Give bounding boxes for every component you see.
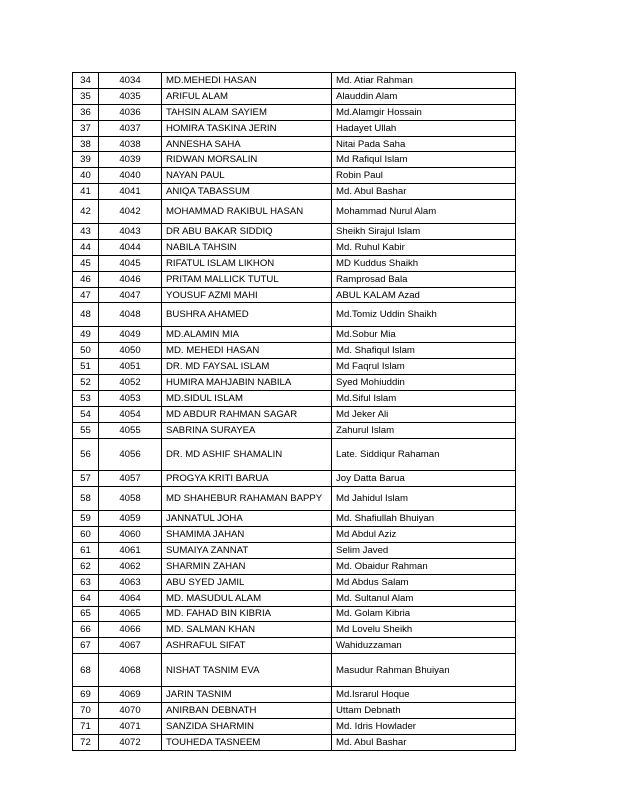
- table-row: [73, 390, 516, 406]
- serial-number-cell: 67: [73, 638, 99, 654]
- table-row: [73, 558, 516, 574]
- name-cell: ASHRAFUL SIFAT: [162, 638, 332, 654]
- name-cell: DR. MD ASHIF SHAMALIN: [162, 438, 332, 471]
- name-cell: HOMIRA TASKINA JERIN: [162, 120, 332, 136]
- serial-number-cell: 60: [73, 527, 99, 543]
- serial-number-cell: 48: [73, 303, 99, 327]
- table-row: [73, 606, 516, 622]
- father-name-cell: Zahurul Islam: [332, 422, 516, 438]
- name-cell: MD ABDUR RAHMAN SAGAR: [162, 406, 332, 422]
- table-row: [73, 327, 516, 343]
- id-cell: 4044: [99, 239, 162, 255]
- serial-number-cell: 56: [73, 438, 99, 471]
- table-row: [73, 136, 516, 152]
- id-cell: 4070: [99, 702, 162, 718]
- father-name-cell: Md.Siful Islam: [332, 390, 516, 406]
- father-name-cell: Alauddin Alam: [332, 88, 516, 104]
- id-cell: 4039: [99, 152, 162, 168]
- id-cell: 4058: [99, 487, 162, 511]
- father-name-cell: Md. Idris Howlader: [332, 718, 516, 734]
- table-row: [73, 406, 516, 422]
- name-cell: RIFATUL ISLAM LIKHON: [162, 255, 332, 271]
- table-body: [73, 73, 516, 751]
- serial-number-cell: 52: [73, 375, 99, 391]
- table-row: [73, 574, 516, 590]
- name-cell: MD. MEHEDI HASAN: [162, 343, 332, 359]
- serial-number-cell: 63: [73, 574, 99, 590]
- id-cell: 4043: [99, 224, 162, 240]
- name-cell: HUMIRA MAHJABIN NABILA: [162, 375, 332, 391]
- table-row: [73, 542, 516, 558]
- id-cell: 4042: [99, 200, 162, 224]
- name-cell: TOUHEDA TASNEEM: [162, 734, 332, 750]
- serial-number-cell: 37: [73, 120, 99, 136]
- id-cell: 4035: [99, 88, 162, 104]
- serial-number-cell: 38: [73, 136, 99, 152]
- serial-number-cell: 49: [73, 327, 99, 343]
- id-cell: 4056: [99, 438, 162, 471]
- father-name-cell: Md.Sobur Mia: [332, 327, 516, 343]
- father-name-cell: Syed Mohiuddin: [332, 375, 516, 391]
- id-cell: 4065: [99, 606, 162, 622]
- table-row: [73, 303, 516, 327]
- name-cell: PRITAM MALLICK TUTUL: [162, 271, 332, 287]
- id-cell: 4067: [99, 638, 162, 654]
- father-name-cell: Selim Javed: [332, 542, 516, 558]
- serial-number-cell: 43: [73, 224, 99, 240]
- name-cell: MD SHAHEBUR RAHAMAN BAPPY: [162, 487, 332, 511]
- serial-number-cell: 57: [73, 471, 99, 487]
- id-cell: 4049: [99, 327, 162, 343]
- father-name-cell: Joy Datta Barua: [332, 471, 516, 487]
- father-name-cell: Md. Abul Bashar: [332, 184, 516, 200]
- serial-number-cell: 46: [73, 271, 99, 287]
- table-row: [73, 487, 516, 511]
- father-name-cell: Md Jahidul Islam: [332, 487, 516, 511]
- serial-number-cell: 34: [73, 73, 99, 89]
- name-cell: MD. SALMAN KHAN: [162, 622, 332, 638]
- table-row: [73, 184, 516, 200]
- id-cell: 4068: [99, 654, 162, 687]
- serial-number-cell: 58: [73, 487, 99, 511]
- name-cell: ANIQA TABASSUM: [162, 184, 332, 200]
- id-cell: 4072: [99, 734, 162, 750]
- name-cell: ANNESHA SAHA: [162, 136, 332, 152]
- serial-number-cell: 69: [73, 686, 99, 702]
- father-name-cell: Wahiduzzaman: [332, 638, 516, 654]
- father-name-cell: Md.Alamgir Hossain: [332, 104, 516, 120]
- father-name-cell: Md Jeker Ali: [332, 406, 516, 422]
- father-name-cell: Hadayet Ullah: [332, 120, 516, 136]
- serial-number-cell: 41: [73, 184, 99, 200]
- table-row: [73, 359, 516, 375]
- serial-number-cell: 68: [73, 654, 99, 687]
- table-row: [73, 271, 516, 287]
- name-cell: SABRINA SURAYEA: [162, 422, 332, 438]
- name-cell: NABILA TAHSIN: [162, 239, 332, 255]
- id-cell: 4040: [99, 168, 162, 184]
- serial-number-cell: 51: [73, 359, 99, 375]
- father-name-cell: Md. Obaidur Rahman: [332, 558, 516, 574]
- father-name-cell: Md. Sultanul Alam: [332, 590, 516, 606]
- id-cell: 4051: [99, 359, 162, 375]
- name-cell: MD. MASUDUL ALAM: [162, 590, 332, 606]
- id-cell: 4048: [99, 303, 162, 327]
- id-cell: 4047: [99, 287, 162, 303]
- table-row: [73, 255, 516, 271]
- table-row: [73, 511, 516, 527]
- id-cell: 4041: [99, 184, 162, 200]
- serial-number-cell: 53: [73, 390, 99, 406]
- father-name-cell: ABUL KALAM Azad: [332, 287, 516, 303]
- id-cell: 4064: [99, 590, 162, 606]
- serial-number-cell: 71: [73, 718, 99, 734]
- table-row: [73, 622, 516, 638]
- father-name-cell: Robin Paul: [332, 168, 516, 184]
- name-cell: ABU SYED JAMIL: [162, 574, 332, 590]
- serial-number-cell: 70: [73, 702, 99, 718]
- father-name-cell: Uttam Debnath: [332, 702, 516, 718]
- table-row: [73, 527, 516, 543]
- table-row: [73, 686, 516, 702]
- table-row: [73, 702, 516, 718]
- table-row: [73, 471, 516, 487]
- father-name-cell: Md. Shafiullah Bhuiyan: [332, 511, 516, 527]
- father-name-cell: Sheikh Sirajul Islam: [332, 224, 516, 240]
- id-cell: 4045: [99, 255, 162, 271]
- id-cell: 4053: [99, 390, 162, 406]
- name-cell: MD.SIDUL ISLAM: [162, 390, 332, 406]
- father-name-cell: Md Lovelu Sheikh: [332, 622, 516, 638]
- id-cell: 4046: [99, 271, 162, 287]
- father-name-cell: Ramprosad Bala: [332, 271, 516, 287]
- serial-number-cell: 65: [73, 606, 99, 622]
- table-row: [73, 590, 516, 606]
- id-cell: 4052: [99, 375, 162, 391]
- table-row: [73, 104, 516, 120]
- table-row: [73, 88, 516, 104]
- table-row: [73, 638, 516, 654]
- name-cell: SHAMIMA JAHAN: [162, 527, 332, 543]
- id-cell: 4034: [99, 73, 162, 89]
- table-row: [73, 200, 516, 224]
- serial-number-cell: 59: [73, 511, 99, 527]
- table-row: [73, 168, 516, 184]
- table-row: [73, 654, 516, 687]
- serial-number-cell: 55: [73, 422, 99, 438]
- name-cell: JANNATUL JOHA: [162, 511, 332, 527]
- name-cell: SANZIDA SHARMIN: [162, 718, 332, 734]
- id-cell: 4066: [99, 622, 162, 638]
- serial-number-cell: 47: [73, 287, 99, 303]
- serial-number-cell: 39: [73, 152, 99, 168]
- table-row: [73, 422, 516, 438]
- id-cell: 4071: [99, 718, 162, 734]
- father-name-cell: Md. Shafiqul Islam: [332, 343, 516, 359]
- student-list-table: [72, 72, 516, 751]
- serial-number-cell: 66: [73, 622, 99, 638]
- id-cell: 4060: [99, 527, 162, 543]
- serial-number-cell: 72: [73, 734, 99, 750]
- table-row: [73, 287, 516, 303]
- name-cell: ANIRBAN DEBNATH: [162, 702, 332, 718]
- name-cell: PROGYA KRITI BARUA: [162, 471, 332, 487]
- id-cell: 4059: [99, 511, 162, 527]
- serial-number-cell: 42: [73, 200, 99, 224]
- serial-number-cell: 50: [73, 343, 99, 359]
- father-name-cell: Md Abdul Aziz: [332, 527, 516, 543]
- id-cell: 4050: [99, 343, 162, 359]
- serial-number-cell: 45: [73, 255, 99, 271]
- father-name-cell: Md Abdus Salam: [332, 574, 516, 590]
- serial-number-cell: 35: [73, 88, 99, 104]
- name-cell: SUMAIYA ZANNAT: [162, 542, 332, 558]
- table-row: [73, 718, 516, 734]
- father-name-cell: Mohammad Nurul Alam: [332, 200, 516, 224]
- name-cell: YOUSUF AZMI MAHI: [162, 287, 332, 303]
- serial-number-cell: 36: [73, 104, 99, 120]
- table-row: [73, 343, 516, 359]
- father-name-cell: Md. Ruhul Kabir: [332, 239, 516, 255]
- name-cell: TAHSIN ALAM SAYIEM: [162, 104, 332, 120]
- table-row: [73, 120, 516, 136]
- table-row: [73, 734, 516, 750]
- name-cell: MD.ALAMIN MIA: [162, 327, 332, 343]
- id-cell: 4061: [99, 542, 162, 558]
- name-cell: BUSHRA AHAMED: [162, 303, 332, 327]
- name-cell: RIDWAN MORSALIN: [162, 152, 332, 168]
- id-cell: 4038: [99, 136, 162, 152]
- name-cell: SHARMIN ZAHAN: [162, 558, 332, 574]
- serial-number-cell: 64: [73, 590, 99, 606]
- father-name-cell: Nitai Pada Saha: [332, 136, 516, 152]
- father-name-cell: Late. Siddiqur Rahaman: [332, 438, 516, 471]
- name-cell: ARIFUL ALAM: [162, 88, 332, 104]
- father-name-cell: Md. Golam Kibria: [332, 606, 516, 622]
- father-name-cell: Md Faqrul Islam: [332, 359, 516, 375]
- id-cell: 4054: [99, 406, 162, 422]
- name-cell: DR. MD FAYSAL ISLAM: [162, 359, 332, 375]
- serial-number-cell: 61: [73, 542, 99, 558]
- serial-number-cell: 62: [73, 558, 99, 574]
- name-cell: MD.MEHEDI HASAN: [162, 73, 332, 89]
- id-cell: 4069: [99, 686, 162, 702]
- table-row: [73, 73, 516, 89]
- name-cell: MOHAMMAD RAKIBUL HASAN: [162, 200, 332, 224]
- father-name-cell: Md.Tomiz Uddin Shaikh: [332, 303, 516, 327]
- id-cell: 4057: [99, 471, 162, 487]
- table-row: [73, 239, 516, 255]
- name-cell: DR ABU BAKAR SIDDIQ: [162, 224, 332, 240]
- father-name-cell: Md. Atiar Rahman: [332, 73, 516, 89]
- serial-number-cell: 40: [73, 168, 99, 184]
- serial-number-cell: 44: [73, 239, 99, 255]
- id-cell: 4055: [99, 422, 162, 438]
- id-cell: 4037: [99, 120, 162, 136]
- table-row: [73, 152, 516, 168]
- name-cell: MD. FAHAD BIN KIBRIA: [162, 606, 332, 622]
- father-name-cell: Md Rafiqul Islam: [332, 152, 516, 168]
- id-cell: 4062: [99, 558, 162, 574]
- name-cell: JARIN TASNIM: [162, 686, 332, 702]
- name-cell: NAYAN PAUL: [162, 168, 332, 184]
- father-name-cell: Md.Israrul Hoque: [332, 686, 516, 702]
- father-name-cell: Masudur Rahman Bhuiyan: [332, 654, 516, 687]
- name-cell: NISHAT TASNIM EVA: [162, 654, 332, 687]
- id-cell: 4036: [99, 104, 162, 120]
- father-name-cell: MD Kuddus Shaikh: [332, 255, 516, 271]
- table-row: [73, 375, 516, 391]
- table-row: [73, 224, 516, 240]
- table-row: [73, 438, 516, 471]
- id-cell: 4063: [99, 574, 162, 590]
- serial-number-cell: 54: [73, 406, 99, 422]
- father-name-cell: Md. Abul Bashar: [332, 734, 516, 750]
